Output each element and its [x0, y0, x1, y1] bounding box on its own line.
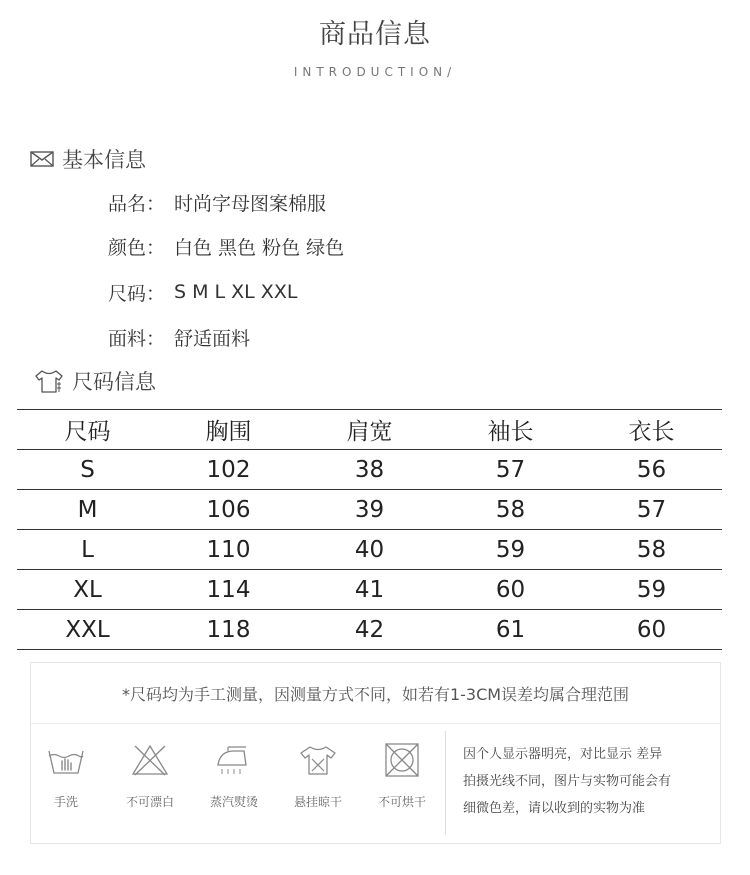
info-row-fabric — [108, 322, 250, 352]
page-subtitle: INTRODUCTION/ — [293, 65, 457, 79]
table-cell: 102 — [158, 450, 299, 490]
info-row-name — [108, 187, 326, 217]
tshirt-icon — [34, 368, 64, 394]
column-header: 胸围 — [158, 410, 299, 450]
basic-info-heading-text: 基本信息 — [62, 148, 146, 172]
table-cell: 38 — [299, 450, 440, 490]
care-item-no-bleach — [115, 743, 185, 810]
table-row — [17, 530, 722, 570]
no-bleach-icon — [130, 743, 170, 777]
column-header: 肩宽 — [299, 410, 440, 450]
table-cell: 59 — [581, 570, 722, 610]
info-row-size — [108, 277, 297, 307]
table-cell: M — [17, 490, 158, 530]
info-value: 白色 黑色 粉色 绿色 — [174, 236, 345, 259]
no-tumble-dry-icon — [382, 743, 422, 777]
info-label: 品名： — [108, 192, 166, 215]
table-cell: 58 — [440, 490, 581, 530]
table-header-row — [17, 410, 722, 450]
info-value: 舒适面料 — [174, 327, 251, 350]
table-cell: 118 — [158, 610, 299, 650]
table-cell: 39 — [299, 490, 440, 530]
disclaimer-line: 拍摄光线不同，图片与实物可能会有 — [463, 774, 672, 789]
care-label: 不可烘干 — [377, 795, 426, 809]
table-cell: 57 — [581, 490, 722, 530]
table-cell: S — [17, 450, 158, 490]
care-item-hand-wash — [31, 743, 101, 810]
color-disclaimer — [463, 741, 713, 822]
info-value: 时尚字母图案棉服 — [174, 192, 327, 215]
care-label: 悬挂晾干 — [293, 795, 342, 809]
table-cell: 40 — [299, 530, 440, 570]
table-cell: 60 — [581, 610, 722, 650]
table-row — [17, 570, 722, 610]
table-cell: 106 — [158, 490, 299, 530]
envelope-icon — [30, 150, 54, 168]
table-cell: 41 — [299, 570, 440, 610]
column-header: 尺码 — [17, 410, 158, 450]
info-label: 颜色： — [108, 236, 166, 259]
table-row — [17, 490, 722, 530]
table-cell: XL — [17, 570, 158, 610]
table-cell: L — [17, 530, 158, 570]
care-label: 蒸汽熨烫 — [209, 795, 258, 809]
table-row — [17, 610, 722, 650]
care-divider — [445, 731, 446, 835]
disclaimer-line: 因个人显示器明亮，对比显示 差异 — [463, 747, 663, 762]
hang-dry-icon — [298, 743, 338, 777]
size-table — [17, 409, 722, 650]
table-cell: 60 — [440, 570, 581, 610]
info-label: 面料： — [108, 327, 166, 350]
care-item-steam-iron — [199, 743, 269, 810]
hand-wash-icon — [46, 743, 86, 777]
care-label: 手洗 — [53, 795, 78, 809]
column-header: 袖长 — [440, 410, 581, 450]
info-value: S M L XL XXL — [174, 281, 298, 303]
care-item-hang-dry — [283, 743, 353, 810]
size-info-heading — [34, 366, 156, 396]
table-cell: 57 — [440, 450, 581, 490]
table-cell: 42 — [299, 610, 440, 650]
column-header: 衣长 — [581, 410, 722, 450]
table-row — [17, 450, 722, 490]
page-title: 商品信息 — [319, 19, 431, 50]
care-item-no-tumble-dry — [367, 743, 437, 810]
basic-info-heading — [30, 144, 146, 174]
steam-iron-icon — [214, 743, 254, 777]
table-cell: 58 — [581, 530, 722, 570]
info-label: 尺码： — [108, 282, 166, 305]
care-label: 不可漂白 — [125, 795, 174, 809]
table-cell: 114 — [158, 570, 299, 610]
table-cell: 61 — [440, 610, 581, 650]
info-row-color — [108, 231, 344, 261]
table-cell: 56 — [581, 450, 722, 490]
size-info-heading-text: 尺码信息 — [72, 370, 156, 394]
table-cell: 110 — [158, 530, 299, 570]
care-box — [30, 662, 721, 844]
table-cell: XXL — [17, 610, 158, 650]
table-cell: 59 — [440, 530, 581, 570]
measurement-note: *尺码均为手工测量，因测量方式不同，如若有1-3CM误差均属合理范围 — [31, 663, 720, 724]
disclaimer-line: 细微色差，请以收到的实物为准 — [463, 801, 646, 816]
